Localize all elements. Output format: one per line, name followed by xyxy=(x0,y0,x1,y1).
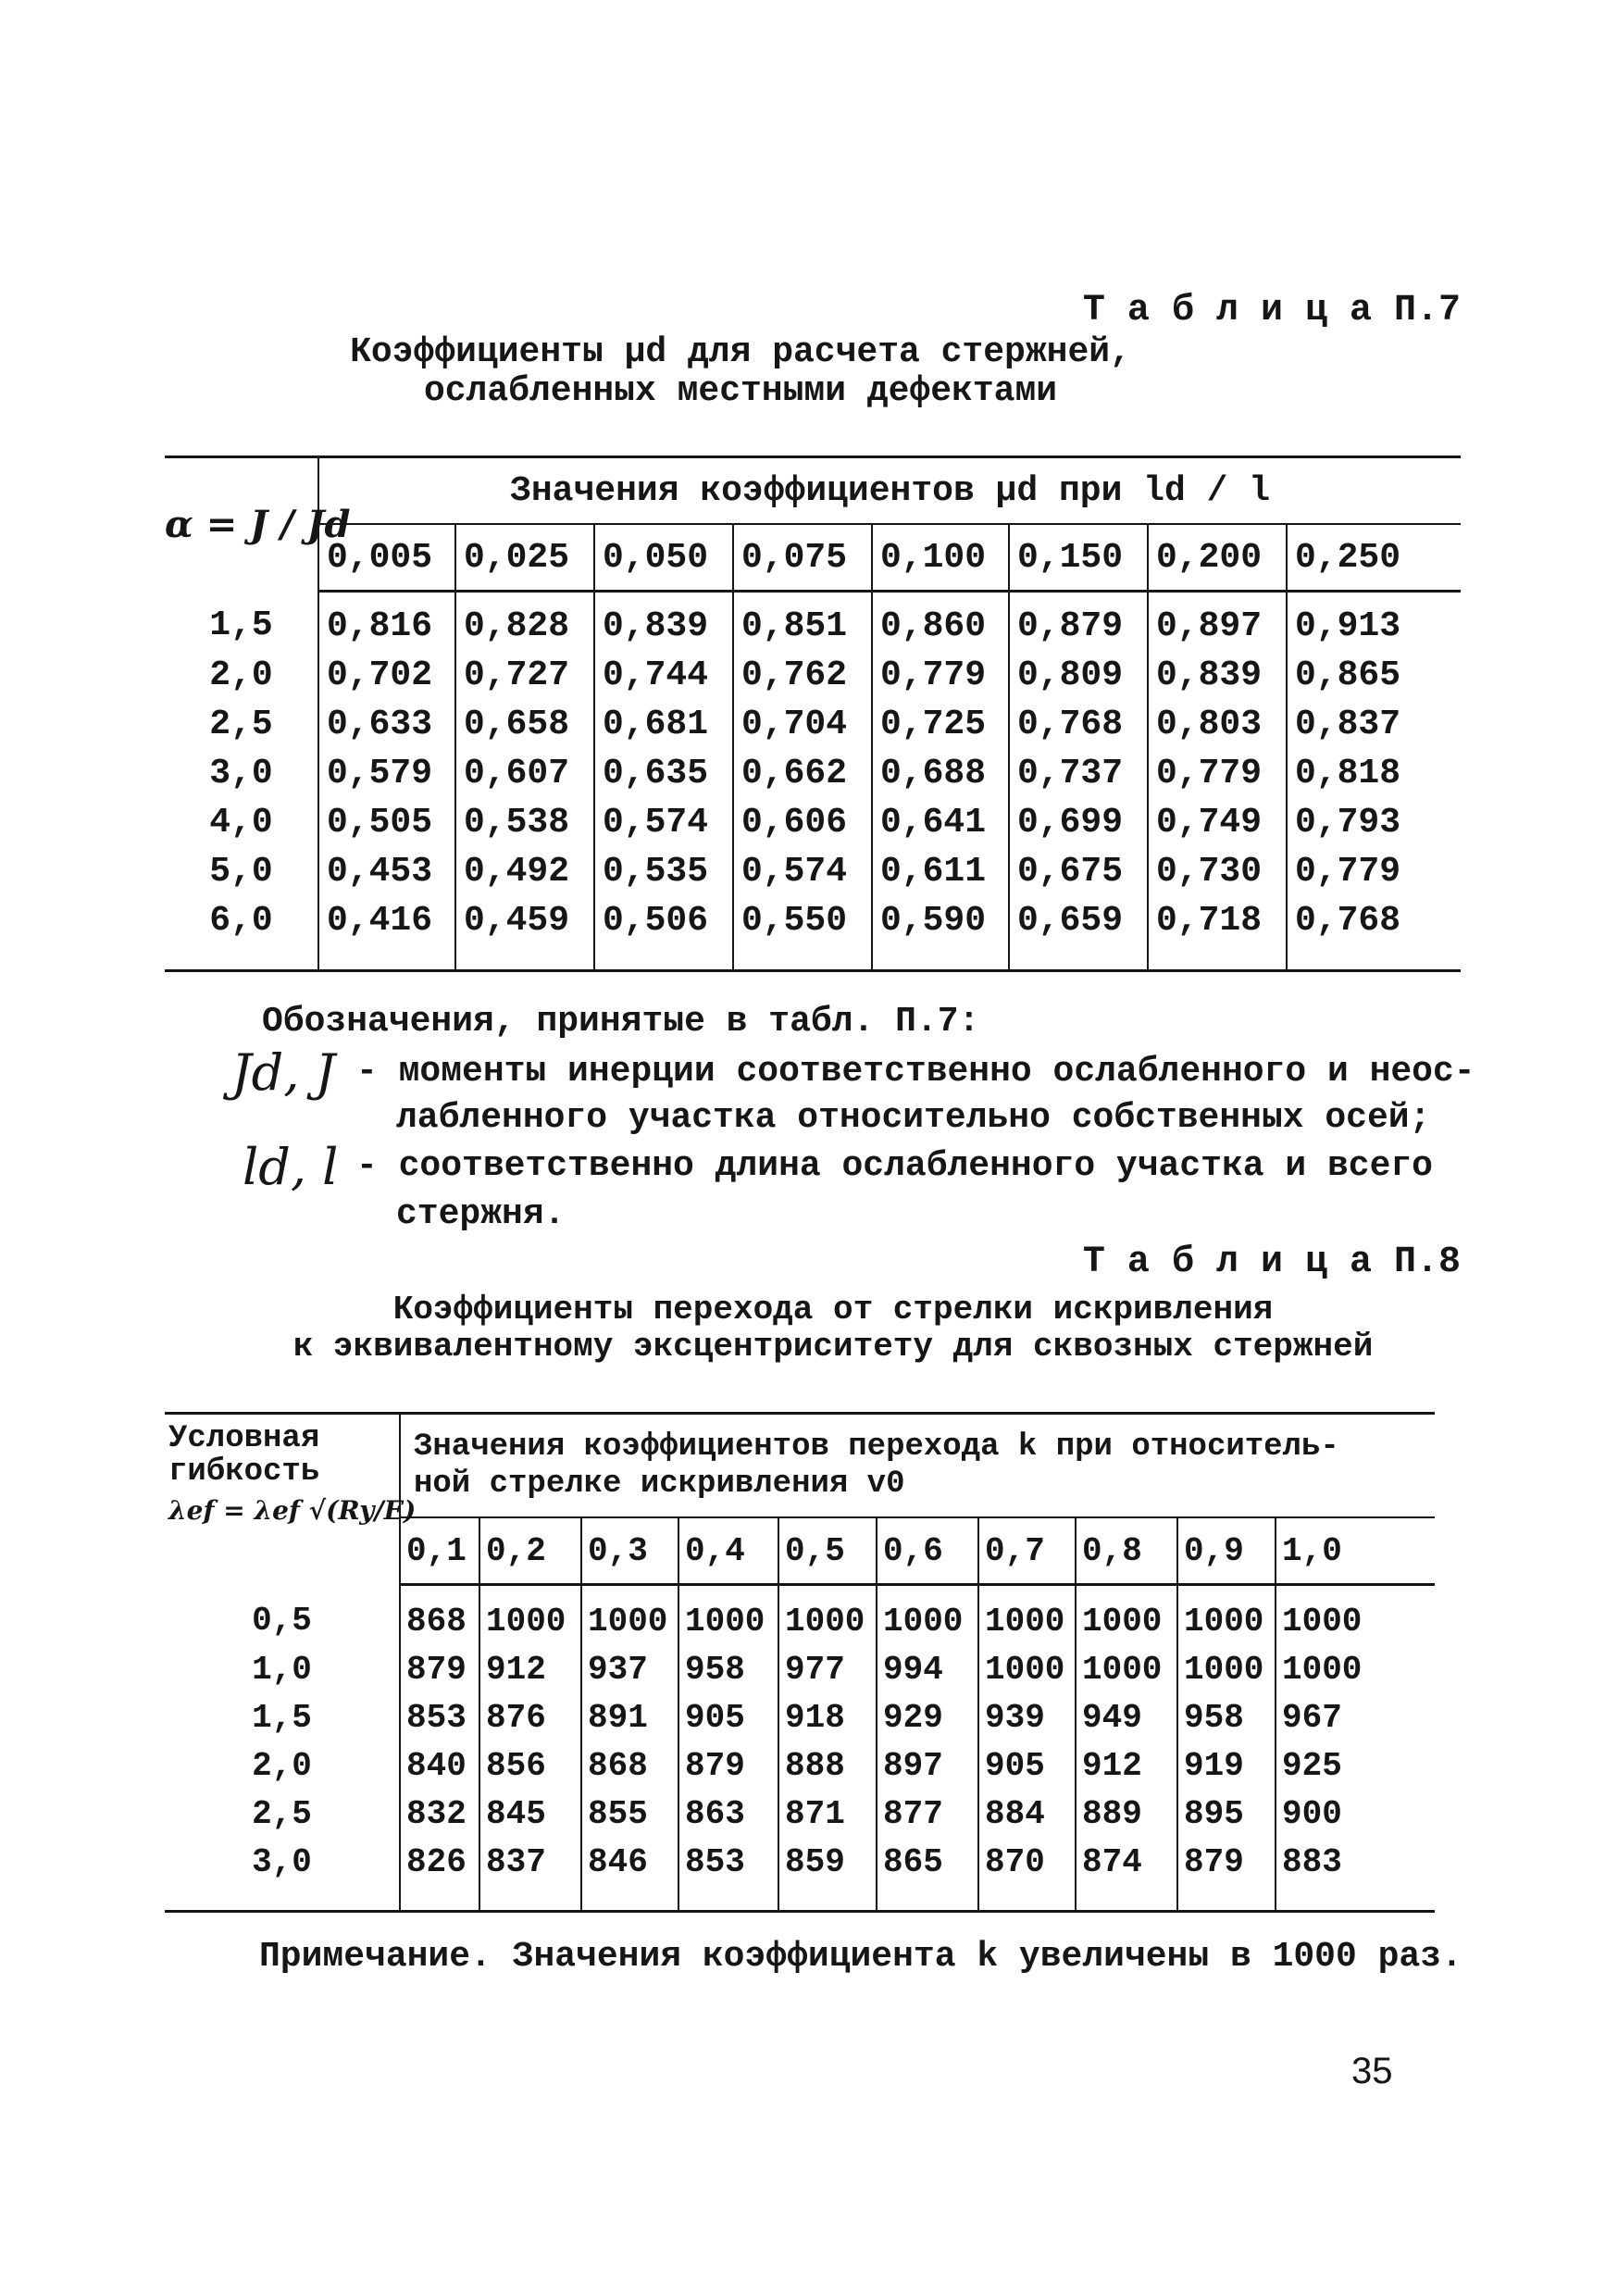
table8-cell: 874 xyxy=(1076,1838,1177,1912)
table7-title-line2: ослабленных местными дефектами xyxy=(423,371,1058,411)
table8-cell: 929 xyxy=(877,1693,978,1741)
table8-cell: 1000 xyxy=(1276,1645,1435,1693)
table8-cell: 889 xyxy=(1076,1790,1177,1838)
table8-corner-formula: λef = λef √(Ry/E) xyxy=(168,1495,417,1526)
table7-title-line1: Коэффициенты μd для расчета стержней, xyxy=(350,332,1131,372)
table8-cell: 879 xyxy=(678,1741,778,1790)
table8-col-header: 0,8 xyxy=(1076,1517,1177,1585)
table8-cell: 958 xyxy=(678,1645,778,1693)
table8-cell: 977 xyxy=(778,1645,877,1693)
table8-cell: 863 xyxy=(678,1790,778,1838)
table7-cell: 0,635 xyxy=(594,749,733,798)
table8-cell: 853 xyxy=(400,1693,479,1741)
table7-cell: 0,688 xyxy=(872,749,1009,798)
notation-item2-text-2: стержня. xyxy=(396,1194,566,1234)
table8-cell: 958 xyxy=(1177,1693,1276,1741)
table7-cell: 0,879 xyxy=(1009,592,1148,652)
table8-row-header: 3,0 xyxy=(252,1842,312,1881)
table7-cell: 0,730 xyxy=(1148,847,1287,896)
notation-item1-text-1: - моменты инерции соответственно ослабленного и неос- xyxy=(356,1052,1475,1092)
table8-col-header: 0,5 xyxy=(778,1517,877,1585)
table7-cell: 0,550 xyxy=(733,896,872,971)
table8-row-header: 1,5 xyxy=(252,1698,312,1737)
table8-cell: 1000 xyxy=(1177,1645,1276,1693)
table8-title-line2: к эквивалентному эксцентриситету для сквозных стержней xyxy=(292,1328,1374,1366)
table8-col-header: 0,3 xyxy=(581,1517,678,1585)
table8-col-header: 0,7 xyxy=(978,1517,1076,1585)
table7-cell: 0,633 xyxy=(318,700,455,749)
table7-cell: 0,779 xyxy=(1287,847,1461,896)
table8-row-header: 2,0 xyxy=(252,1746,312,1785)
table8-row xyxy=(165,1790,1435,1838)
table8-cell: 832 xyxy=(400,1790,479,1838)
table8-cell: 1000 xyxy=(1076,1585,1177,1646)
table7-col-header: 0,005 xyxy=(318,524,455,592)
table8-col-header: 1,0 xyxy=(1276,1517,1435,1585)
table8-cell: 1000 xyxy=(581,1585,678,1646)
table7-cell: 0,809 xyxy=(1009,651,1148,700)
table8-cell: 949 xyxy=(1076,1693,1177,1741)
table8-cell: 1000 xyxy=(778,1585,877,1646)
table7-cell: 0,768 xyxy=(1009,700,1148,749)
table7-col-header: 0,050 xyxy=(594,524,733,592)
table8-col-header: 0,6 xyxy=(877,1517,978,1585)
table8-row xyxy=(165,1585,1435,1646)
table7-corner-header: α = J / Jd xyxy=(165,503,351,547)
table8-cell: 994 xyxy=(877,1645,978,1693)
table8-cell: 1000 xyxy=(1276,1585,1435,1646)
table7-cell: 0,851 xyxy=(733,592,872,652)
table8-row xyxy=(165,1838,1435,1912)
table7-cell: 0,699 xyxy=(1009,798,1148,847)
table8-cell: 879 xyxy=(1177,1838,1276,1912)
table7-cell: 0,505 xyxy=(318,798,455,847)
table7-row xyxy=(165,896,1461,971)
table7-cell: 0,839 xyxy=(1148,651,1287,700)
table8-corner-label-2: гибкость xyxy=(168,1454,320,1490)
table7-row-header: 2,5 xyxy=(209,705,273,744)
table8-group-header-2: ной стрелке искривления v0 xyxy=(414,1466,905,1502)
table7-cell: 0,535 xyxy=(594,847,733,896)
table8-cell: 856 xyxy=(479,1741,581,1790)
table8-cell: 1000 xyxy=(978,1585,1076,1646)
table8-row-header: 1,0 xyxy=(252,1650,312,1689)
table8-row-header: 0,5 xyxy=(252,1601,312,1640)
table7-group-header: Значения коэффициентов μd при ld / l xyxy=(318,457,1461,525)
table8-cell: 1000 xyxy=(1177,1585,1276,1646)
notation-symbol-ld-l: ld, l xyxy=(243,1138,339,1196)
table8-cell: 868 xyxy=(581,1741,678,1790)
table8-cell: 871 xyxy=(778,1790,877,1838)
notation-symbol-jd-j: Jd, J xyxy=(231,1043,336,1102)
table8-cell: 868 xyxy=(400,1585,479,1646)
table7-cell: 0,662 xyxy=(733,749,872,798)
table7-title xyxy=(278,333,1203,411)
table7-cell: 0,816 xyxy=(318,592,455,652)
table7-cell: 0,762 xyxy=(733,651,872,700)
table8-cell: 865 xyxy=(877,1838,978,1912)
notation-item1-text-2: лабленного участка относительно собственных осей; xyxy=(396,1098,1431,1138)
table8-cell: 883 xyxy=(1276,1838,1435,1912)
table8-cell: 1000 xyxy=(978,1645,1076,1693)
table8-col-header: 0,9 xyxy=(1177,1517,1276,1585)
table7-cell: 0,897 xyxy=(1148,592,1287,652)
table7-cell: 0,681 xyxy=(594,700,733,749)
table8-cell: 891 xyxy=(581,1693,678,1741)
table8-row xyxy=(165,1645,1435,1693)
table8-cell: 1000 xyxy=(1076,1645,1177,1693)
table7-cell: 0,574 xyxy=(594,798,733,847)
table8-cell: 859 xyxy=(778,1838,877,1912)
table7-row xyxy=(165,749,1461,798)
table8-cell: 853 xyxy=(678,1838,778,1912)
table8-cell: 888 xyxy=(778,1741,877,1790)
table7-row xyxy=(165,651,1461,700)
table8-corner-header xyxy=(165,1414,417,1585)
page-number: 35 xyxy=(1351,2051,1393,2091)
table7 xyxy=(165,455,1461,972)
table8-cell: 895 xyxy=(1177,1790,1276,1838)
table7-cell: 0,749 xyxy=(1148,798,1287,847)
table7-cell: 0,865 xyxy=(1287,651,1461,700)
table8-title-line1: Коэффициенты перехода от стрелки искривления xyxy=(392,1291,1274,1329)
table7-cell: 0,506 xyxy=(594,896,733,971)
table8-title xyxy=(213,1292,1453,1366)
table8-col-header: 0,2 xyxy=(479,1517,581,1585)
table7-col-header: 0,150 xyxy=(1009,524,1148,592)
table8-col-header: 0,4 xyxy=(678,1517,778,1585)
table7-col-header: 0,250 xyxy=(1287,524,1461,592)
table8-cell: 1000 xyxy=(678,1585,778,1646)
table7-cell: 0,839 xyxy=(594,592,733,652)
table7-cell: 0,453 xyxy=(318,847,455,896)
table8-cell: 879 xyxy=(400,1645,479,1693)
table7-cell: 0,492 xyxy=(455,847,594,896)
table8 xyxy=(165,1412,1435,1913)
table8-cell: 967 xyxy=(1276,1693,1435,1741)
table8-cell: 840 xyxy=(400,1741,479,1790)
table7-cell: 0,860 xyxy=(872,592,1009,652)
table8-cell: 918 xyxy=(778,1693,877,1741)
table7-cell: 0,779 xyxy=(872,651,1009,700)
table7-cell: 0,828 xyxy=(455,592,594,652)
table8-cell: 905 xyxy=(678,1693,778,1741)
table8-group-header-1: Значения коэффициентов перехода k при относитель- xyxy=(414,1429,1339,1465)
table7-cell: 0,768 xyxy=(1287,896,1461,971)
table8-label: Т а б л и ц а П.8 xyxy=(1082,1242,1461,1283)
table8-cell: 877 xyxy=(877,1790,978,1838)
table7-cell: 0,913 xyxy=(1287,592,1461,652)
table7-cell: 0,718 xyxy=(1148,896,1287,971)
table8-cell: 884 xyxy=(978,1790,1076,1838)
table8-row xyxy=(165,1741,1435,1790)
table8-group-header xyxy=(400,1414,1435,1518)
table8-cell: 876 xyxy=(479,1693,581,1741)
notation-item2-text-1: - соответственно длина ослабленного участка и всего xyxy=(356,1146,1433,1186)
table7-cell: 0,607 xyxy=(455,749,594,798)
table7-cell: 0,803 xyxy=(1148,700,1287,749)
table7-cell: 0,459 xyxy=(455,896,594,971)
table8-row xyxy=(165,1693,1435,1741)
table7-cell: 0,675 xyxy=(1009,847,1148,896)
table8-cell: 845 xyxy=(479,1790,581,1838)
table8-cell: 900 xyxy=(1276,1790,1435,1838)
table7-cell: 0,606 xyxy=(733,798,872,847)
table7-cell: 0,702 xyxy=(318,651,455,700)
table8-cell: 1000 xyxy=(479,1585,581,1646)
table8-cell: 919 xyxy=(1177,1741,1276,1790)
table7-row xyxy=(165,847,1461,896)
table8-cell: 912 xyxy=(479,1645,581,1693)
table7-cell: 0,779 xyxy=(1148,749,1287,798)
table7-label: Т а б л и ц а П.7 xyxy=(1082,290,1461,331)
table7-cell: 0,704 xyxy=(733,700,872,749)
notation-heading: Обозначения, принятые в табл. П.7: xyxy=(262,1002,980,1042)
table7-row xyxy=(165,798,1461,847)
table8-cell: 826 xyxy=(400,1838,479,1912)
table7-col-header: 0,075 xyxy=(733,524,872,592)
table7-cell: 0,538 xyxy=(455,798,594,847)
table7-row-header: 6,0 xyxy=(209,901,273,941)
table7-cell: 0,611 xyxy=(872,847,1009,896)
table8-col-header: 0,1 xyxy=(400,1517,479,1585)
table8-cell: 925 xyxy=(1276,1741,1435,1790)
table8-cell: 870 xyxy=(978,1838,1076,1912)
table8-row-header: 2,5 xyxy=(252,1794,312,1833)
table7-row-header: 2,0 xyxy=(209,655,273,695)
table7-cell: 0,590 xyxy=(872,896,1009,971)
table7-row-header: 3,0 xyxy=(209,754,273,793)
table8-cell: 912 xyxy=(1076,1741,1177,1790)
table7-cell: 0,659 xyxy=(1009,896,1148,971)
table7-cell: 0,818 xyxy=(1287,749,1461,798)
table7-cell: 0,727 xyxy=(455,651,594,700)
table7-cell: 0,737 xyxy=(1009,749,1148,798)
table7-cell: 0,744 xyxy=(594,651,733,700)
table7-row-header: 4,0 xyxy=(209,803,273,842)
table7-col-header: 0,200 xyxy=(1148,524,1287,592)
table7-cell: 0,579 xyxy=(318,749,455,798)
table7-cell: 0,725 xyxy=(872,700,1009,749)
table8-cell: 937 xyxy=(581,1645,678,1693)
table7-cell: 0,658 xyxy=(455,700,594,749)
table8-cell: 897 xyxy=(877,1741,978,1790)
table7-row-header: 1,5 xyxy=(209,605,273,646)
table8-cell: 905 xyxy=(978,1741,1076,1790)
table7-col-header: 0,100 xyxy=(872,524,1009,592)
table7-row-header: 5,0 xyxy=(209,852,273,892)
table8-note: Примечание. Значения коэффициента k увеличены в 1000 раз. xyxy=(259,1937,1462,1977)
table7-cell: 0,837 xyxy=(1287,700,1461,749)
table8-cell: 939 xyxy=(978,1693,1076,1741)
table8-cell: 846 xyxy=(581,1838,678,1912)
table7-cell: 0,416 xyxy=(318,896,455,971)
table8-cell: 855 xyxy=(581,1790,678,1838)
table8-corner-label-1: Условная xyxy=(168,1421,320,1456)
table7-cell: 0,574 xyxy=(733,847,872,896)
table7-col-header: 0,025 xyxy=(455,524,594,592)
table8-cell: 1000 xyxy=(877,1585,978,1646)
table7-cell: 0,793 xyxy=(1287,798,1461,847)
table7-row xyxy=(165,700,1461,749)
table7-row xyxy=(165,592,1461,652)
table7-cell: 0,641 xyxy=(872,798,1009,847)
table8-cell: 837 xyxy=(479,1838,581,1912)
